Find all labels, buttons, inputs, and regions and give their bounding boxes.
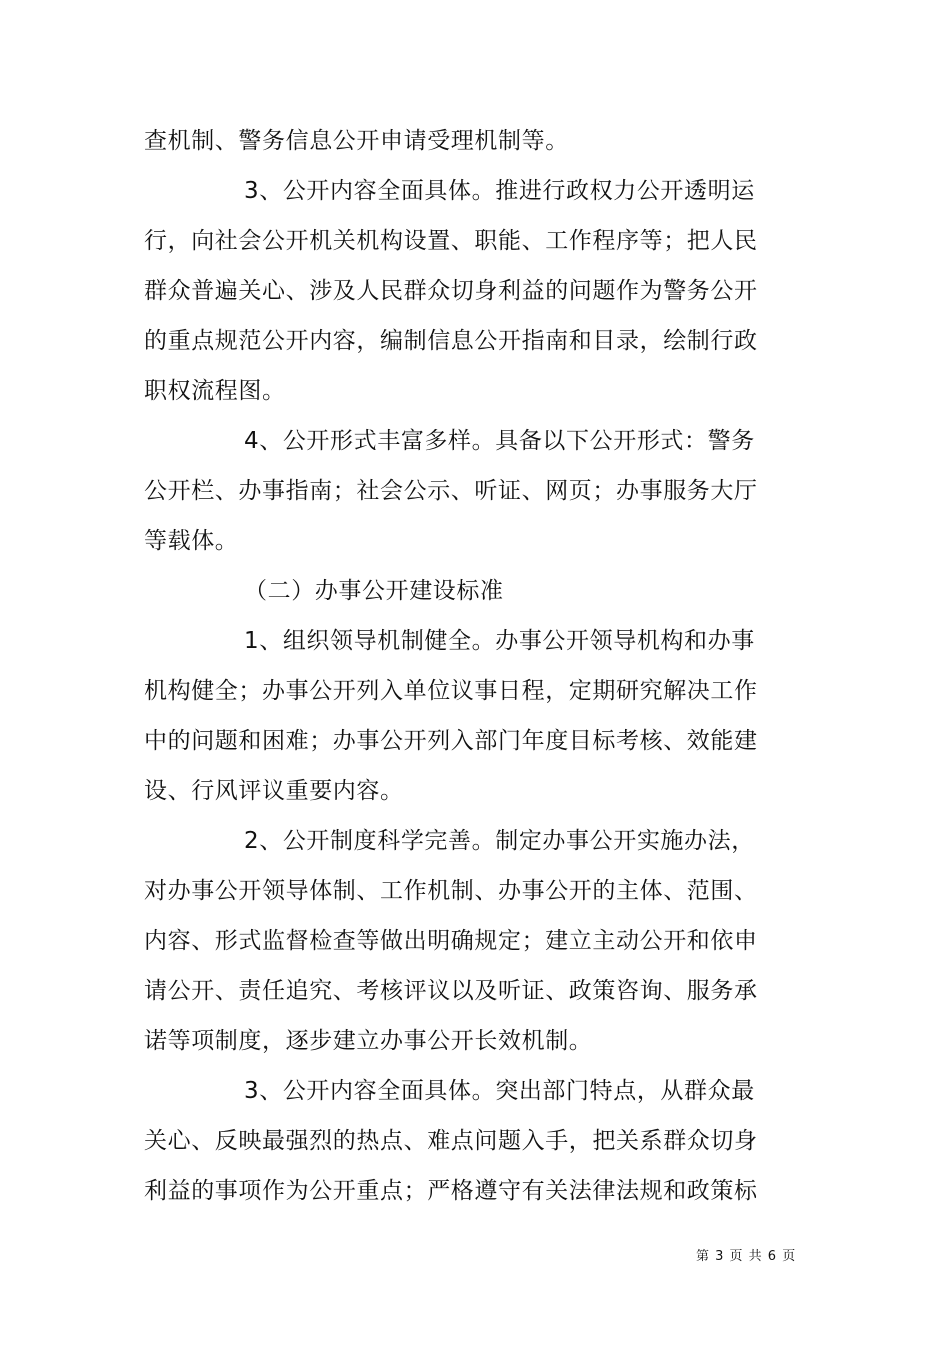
text-line: 内容、形式监督检查等做出明确规定；建立主动公开和依申 <box>144 928 758 954</box>
text-line: 机构健全；办事公开列入单位议事日程，定期研究解决工作 <box>144 678 758 704</box>
text-line: 查机制、警务信息公开申请受理机制等。 <box>144 128 569 154</box>
text-line: 利益的事项作为公开重点；严格遵守有关法律法规和政策标 <box>144 1178 758 1204</box>
text-line: 2、公开制度科学完善。制定办事公开实施办法， <box>244 828 755 854</box>
text-line: 3、公开内容全面具体。突出部门特点，从群众最 <box>244 1078 755 1104</box>
text-line: 设、行风评议重要内容。 <box>144 778 404 804</box>
text-line: 1、组织领导机制健全。办事公开领导机构和办事 <box>244 628 755 654</box>
text-line: 3、公开内容全面具体。推进行政权力公开透明运 <box>244 178 755 204</box>
text-line: 行，向社会公开机关机构设置、职能、工作程序等；把人民 <box>144 228 758 254</box>
text-line: 群众普遍关心、涉及人民群众切身利益的问题作为警务公开 <box>144 278 758 304</box>
section-heading: （二）办事公开建设标准 <box>244 578 504 604</box>
text-line: 4、公开形式丰富多样。具备以下公开形式：警务 <box>244 428 755 454</box>
page-number-footer: 第 3 页 共 6 页 <box>696 1249 797 1264</box>
text-line: 等载体。 <box>144 528 239 554</box>
text-line: 职权流程图。 <box>144 378 286 404</box>
text-line: 中的问题和困难；办事公开列入部门年度目标考核、效能建 <box>144 728 758 754</box>
text-line: 诺等项制度，逐步建立办事公开长效机制。 <box>144 1028 593 1054</box>
text-line: 的重点规范公开内容，编制信息公开指南和目录，绘制行政 <box>144 328 758 354</box>
text-line: 请公开、责任追究、考核评议以及听证、政策咨询、服务承 <box>144 978 758 1004</box>
text-line: 公开栏、办事指南；社会公示、听证、网页；办事服务大厅 <box>144 478 758 504</box>
text-line: 关心、反映最强烈的热点、难点问题入手，把关系群众切身 <box>144 1128 758 1154</box>
text-line: 对办事公开领导体制、工作机制、办事公开的主体、范围、 <box>144 878 758 904</box>
